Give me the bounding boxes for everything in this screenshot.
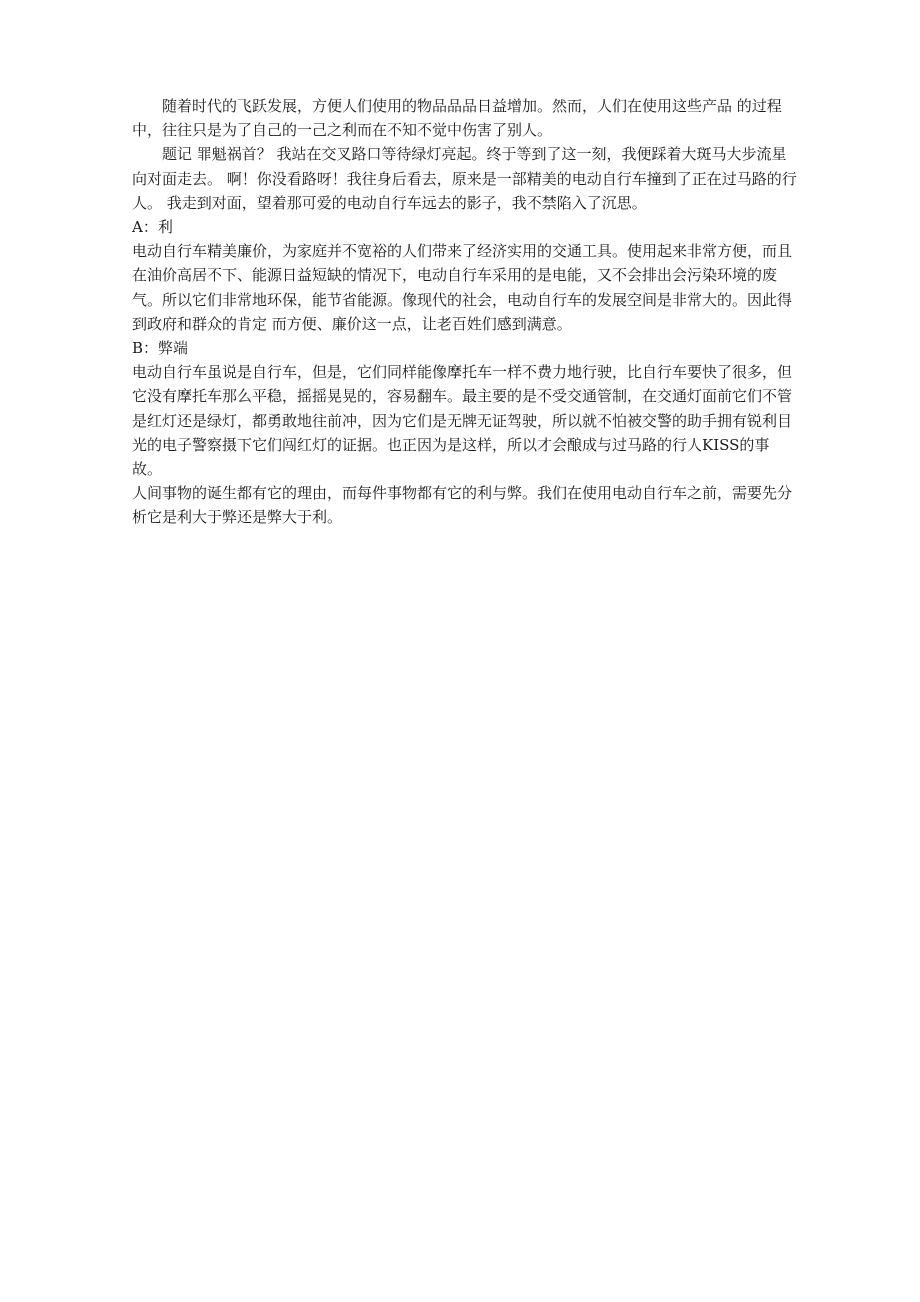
intro-paragraph: 随着时代的飞跃发展，方便人们使用的物品品品日益增加。然而，人们在使用这些产品 的过程中，往往只是为了自己的一己之利而在不知不觉中伤害了别人。 <box>132 97 782 140</box>
story-paragraph: 题记 罪魁祸首？ 我站在交叉路口等待绿灯亮起。终于等到了这一刻，我便踩着大斑马大步流星向对面走去。 啊！你没看路呀！我往身后看去，原来是一部精美的电动自行车撞到了正在过马路的行人。 我走到对面，望着那可爱的电动自行车远去的影子，我不禁陷入了沉思。 <box>132 145 797 212</box>
document-page <box>132 94 797 530</box>
section-b-paragraph: 电动自行车虽说是自行车，但是，它们同样能像摩托车一样不费力地行驶，比自行车要快了很多，但它没有摩托车那么平稳，摇摇晃晃的，容易翻车。最主要的是不受交通管制，在交通灯面前它们不管是红灯还是绿灯，都勇敢地往前冲，因为它们是无牌无证驾驶，所以就不怕被交警的助手拥有锐利目光的电子警察摄下它们闯红灯的证据。也正因为是这样，所以才会酿成与过马路的行人KISS的事故。 <box>132 363 793 479</box>
section-b-heading: B：弊端 <box>132 339 189 358</box>
section-a-paragraph: 电动自行车精美廉价，为家庭并不宽裕的人们带来了经济实用的交通工具。使用起来非常方便，而且在油价高居不下、能源日益短缺的情况下，电动自行车采用的是电能，又不会排出会污染环境的废气。所以它们非常地环保，能节省能源。像现代的社会，电动自行车的发展空间是非常大的。因此得到政府和群众的肯定 而方便、廉价这一点，让老百姓们感到满意。 <box>132 242 793 333</box>
conclusion-paragraph: 人间事物的诞生都有它的理由，而每件事物都有它的利与弊。我们在使用电动自行车之前，需要先分析它是利大于弊还是弊大于利。 <box>132 484 793 527</box>
section-a-heading: A：利 <box>132 218 173 237</box>
